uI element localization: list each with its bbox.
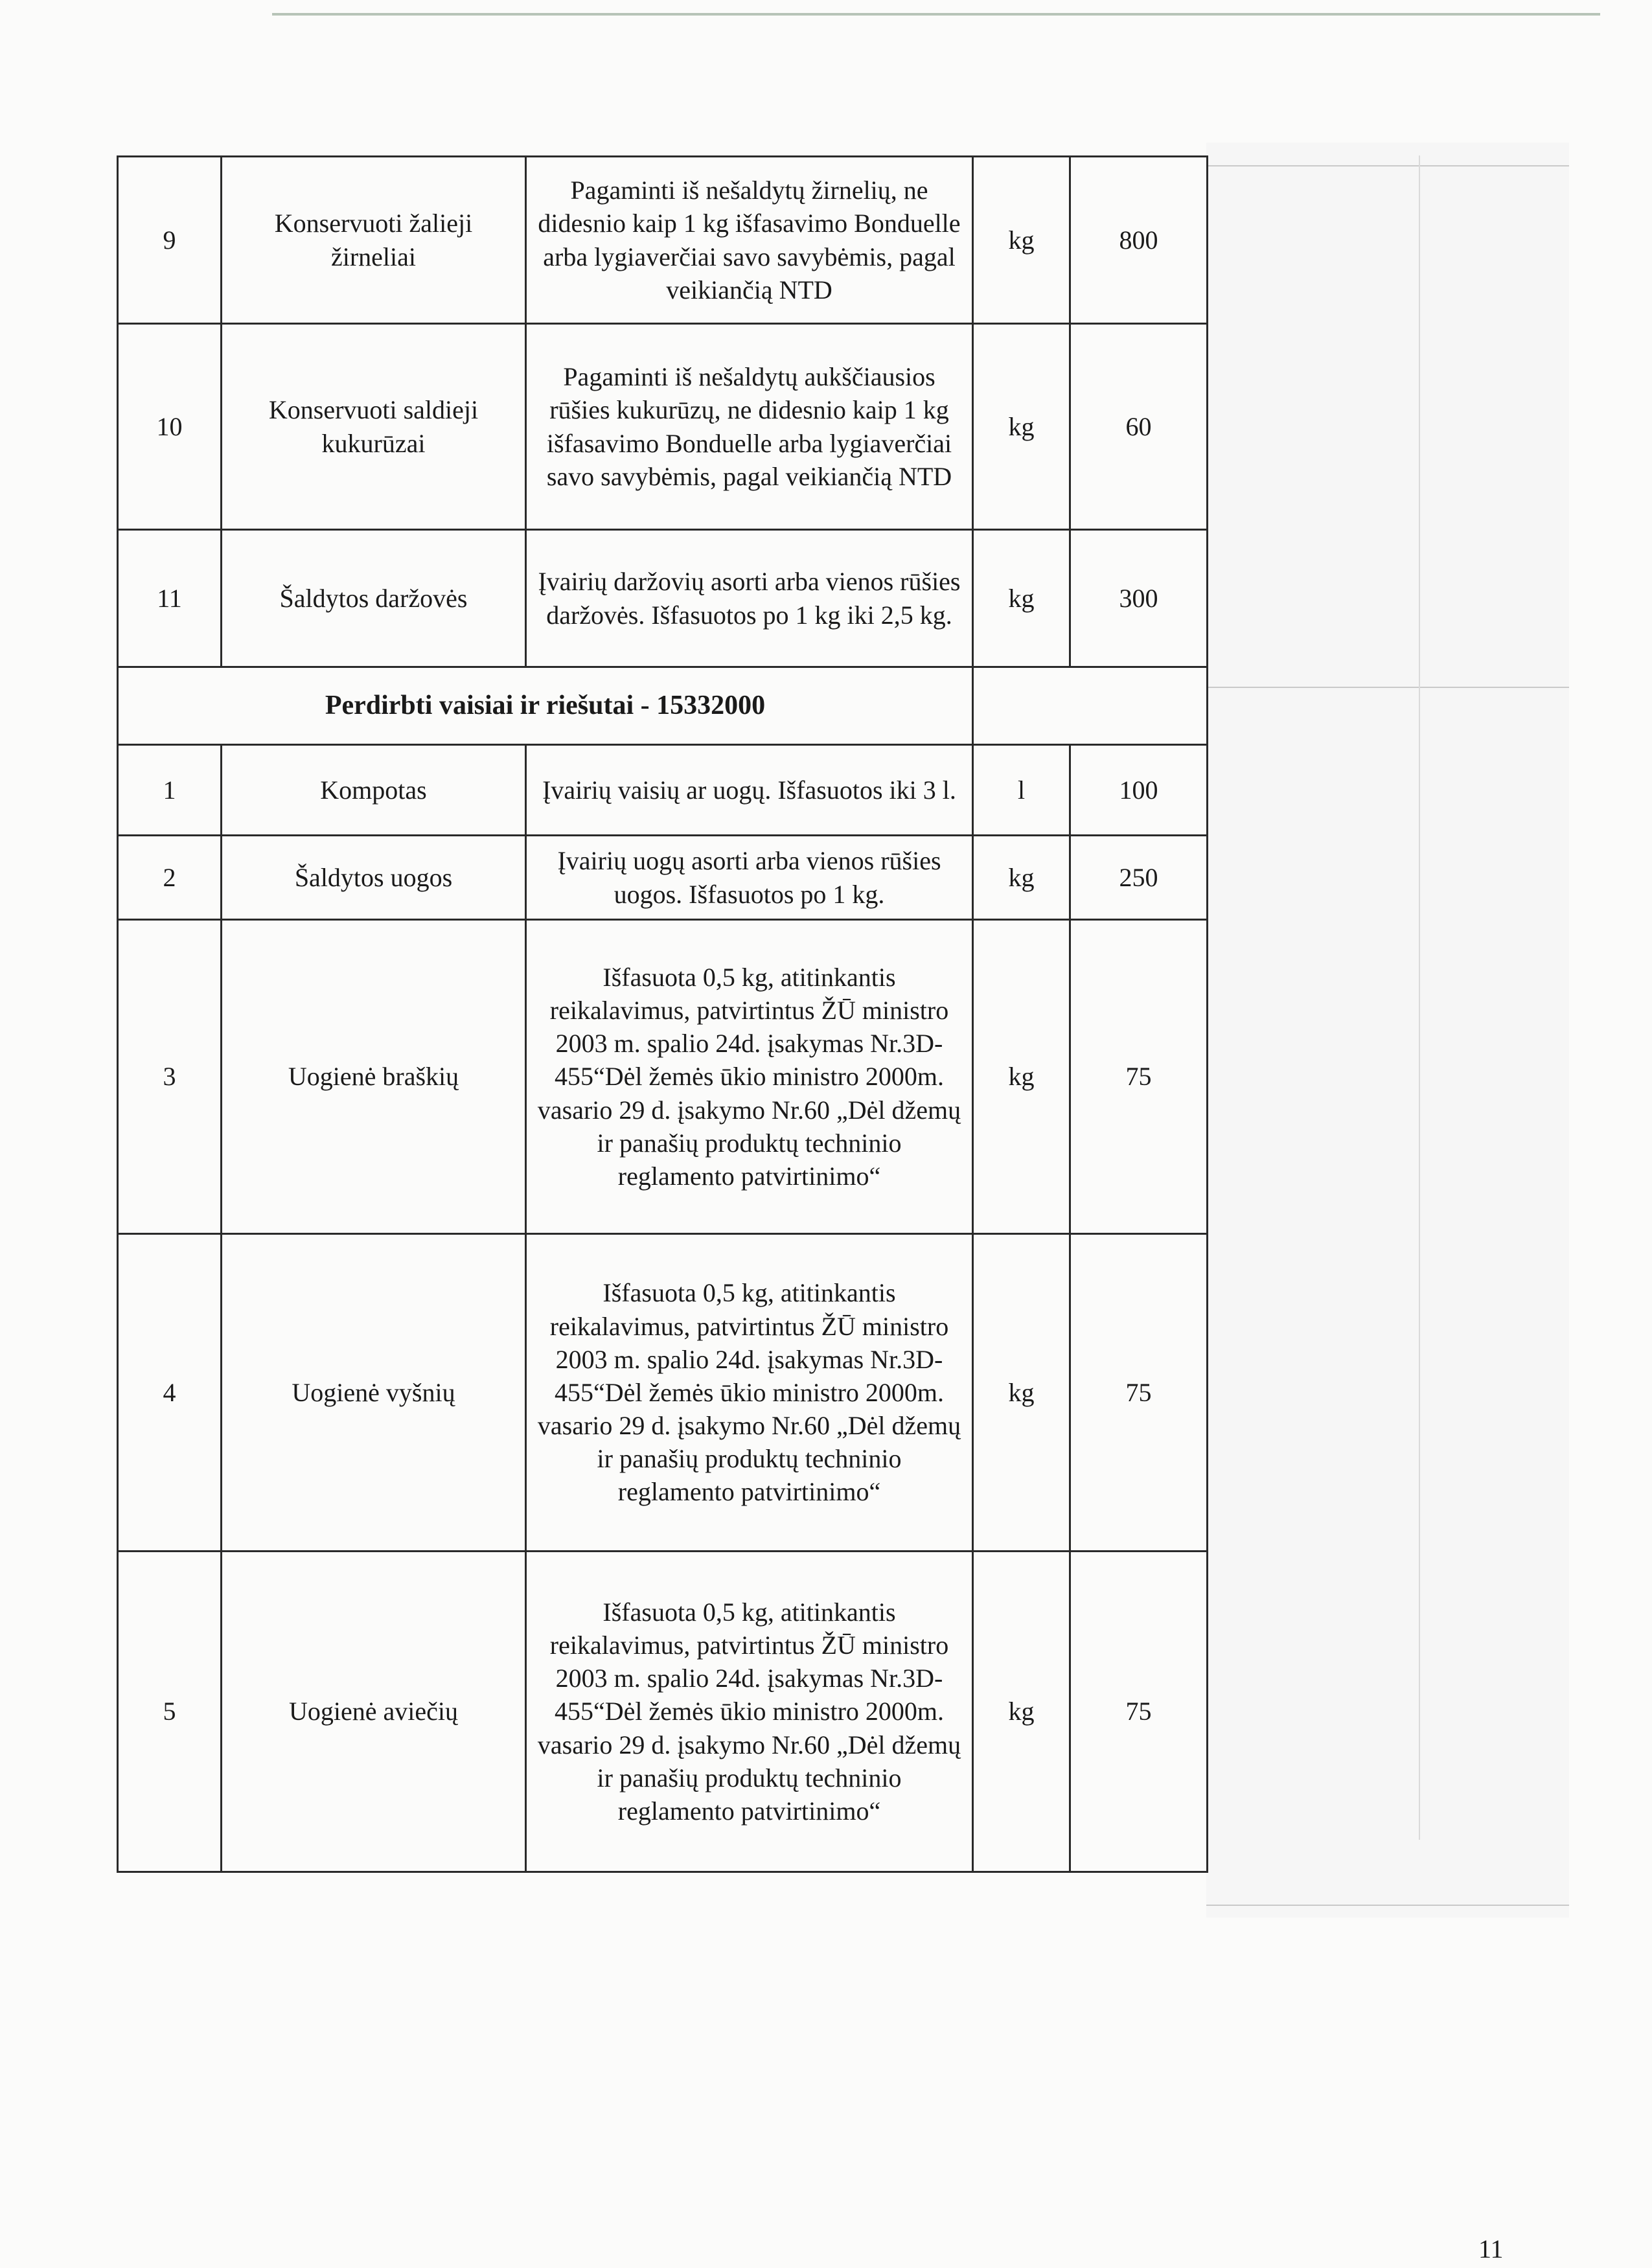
- row-number: 11: [118, 530, 222, 667]
- product-description: Įvairių uogų asorti arba vienos rūšies uogos. Išfasuotos po 1 kg.: [526, 836, 973, 920]
- quantity: 800: [1070, 157, 1208, 324]
- quantity: 300: [1070, 530, 1208, 667]
- quantity: 75: [1070, 920, 1208, 1234]
- bleed-through-rule: [1206, 687, 1569, 688]
- table-row: [118, 836, 1208, 920]
- unit: kg: [973, 530, 1070, 667]
- bleed-through-rule: [1206, 165, 1569, 166]
- table-row: [118, 1234, 1208, 1552]
- quantity: 100: [1070, 745, 1208, 836]
- section-row: [118, 667, 1208, 745]
- table-row: [118, 324, 1208, 530]
- unit: kg: [973, 324, 1070, 530]
- product-description: Pagaminti iš nešaldytų žirnelių, ne didesnio kaip 1 kg išfasavimo Bonduelle arba lygiaverčiai savo savybėmis, pagal veikiančią NTD: [526, 157, 973, 324]
- row-number: 9: [118, 157, 222, 324]
- procurement-table: [117, 155, 1208, 1873]
- row-number: 5: [118, 1552, 222, 1872]
- quantity: 250: [1070, 836, 1208, 920]
- product-description: Išfasuota 0,5 kg, atitinkantis reikalavimus, patvirtintus ŽŪ ministro 2003 m. spalio 24d. įsakymas Nr.3D-455“Dėl žemės ūkio ministro 2000m. vasario 29 d. įsakymo Nr.60 „Dėl džemų ir panašių produktų techninio reglamento patvirtinimo“: [526, 1552, 973, 1872]
- product-name: Konservuoti saldieji kukurūzai: [222, 324, 526, 530]
- unit: kg: [973, 836, 1070, 920]
- product-description: Įvairių vaisių ar uogų. Išfasuotos iki 3 l.: [526, 745, 973, 836]
- row-number: 2: [118, 836, 222, 920]
- row-number: 10: [118, 324, 222, 530]
- unit: kg: [973, 920, 1070, 1234]
- product-name: Uogienė vyšnių: [222, 1234, 526, 1552]
- quantity: 75: [1070, 1234, 1208, 1552]
- product-name: Kompotas: [222, 745, 526, 836]
- scan-edge-line: [272, 13, 1600, 16]
- product-description: Įvairių daržovių asorti arba vienos rūšies daržovės. Išfasuotos po 1 kg iki 2,5 kg.: [526, 530, 973, 667]
- product-description: Išfasuota 0,5 kg, atitinkantis reikalavimus, patvirtintus ŽŪ ministro 2003 m. spalio 24d. įsakymas Nr.3D-455“Dėl žemės ūkio ministro 2000m. vasario 29 d. įsakymo Nr.60 „Dėl džemų ir panašių produktų techninio reglamento patvirtinimo“: [526, 920, 973, 1234]
- bleed-through-column: [1206, 143, 1569, 1918]
- product-description: Išfasuota 0,5 kg, atitinkantis reikalavimus, patvirtintus ŽŪ ministro 2003 m. spalio 24d. įsakymas Nr.3D-455“Dėl žemės ūkio ministro 2000m. vasario 29 d. įsakymo Nr.60 „Dėl džemų ir panašių produktų techninio reglamento patvirtinimo“: [526, 1234, 973, 1552]
- unit: kg: [973, 1234, 1070, 1552]
- table-row: [118, 530, 1208, 667]
- unit: l: [973, 745, 1070, 836]
- table-row: [118, 157, 1208, 324]
- product-name: Šaldytos daržovės: [222, 530, 526, 667]
- product-name: Uogienė braškių: [222, 920, 526, 1234]
- bleed-through-rule: [1206, 1905, 1569, 1906]
- product-name: Konservuoti žalieji žirneliai: [222, 157, 526, 324]
- bleed-through-rule: [1419, 155, 1420, 1840]
- section-empty-cell: [973, 667, 1208, 745]
- unit: kg: [973, 1552, 1070, 1872]
- product-description: Pagaminti iš nešaldytų aukščiausios rūšies kukurūzų, ne didesnio kaip 1 kg išfasavimo Bonduelle arba lygiaverčiai savo savybėmis, pagal veikiančią NTD: [526, 324, 973, 530]
- quantity: 75: [1070, 1552, 1208, 1872]
- table-row: [118, 1552, 1208, 1872]
- unit: kg: [973, 157, 1070, 324]
- quantity: 60: [1070, 324, 1208, 530]
- row-number: 1: [118, 745, 222, 836]
- section-title: Perdirbti vaisiai ir riešutai - 15332000: [118, 667, 973, 745]
- product-name: Uogienė aviečių: [222, 1552, 526, 1872]
- page-number: 11: [1478, 2234, 1504, 2263]
- product-name: Šaldytos uogos: [222, 836, 526, 920]
- table-row: [118, 745, 1208, 836]
- table-row: [118, 920, 1208, 1234]
- row-number: 4: [118, 1234, 222, 1552]
- row-number: 3: [118, 920, 222, 1234]
